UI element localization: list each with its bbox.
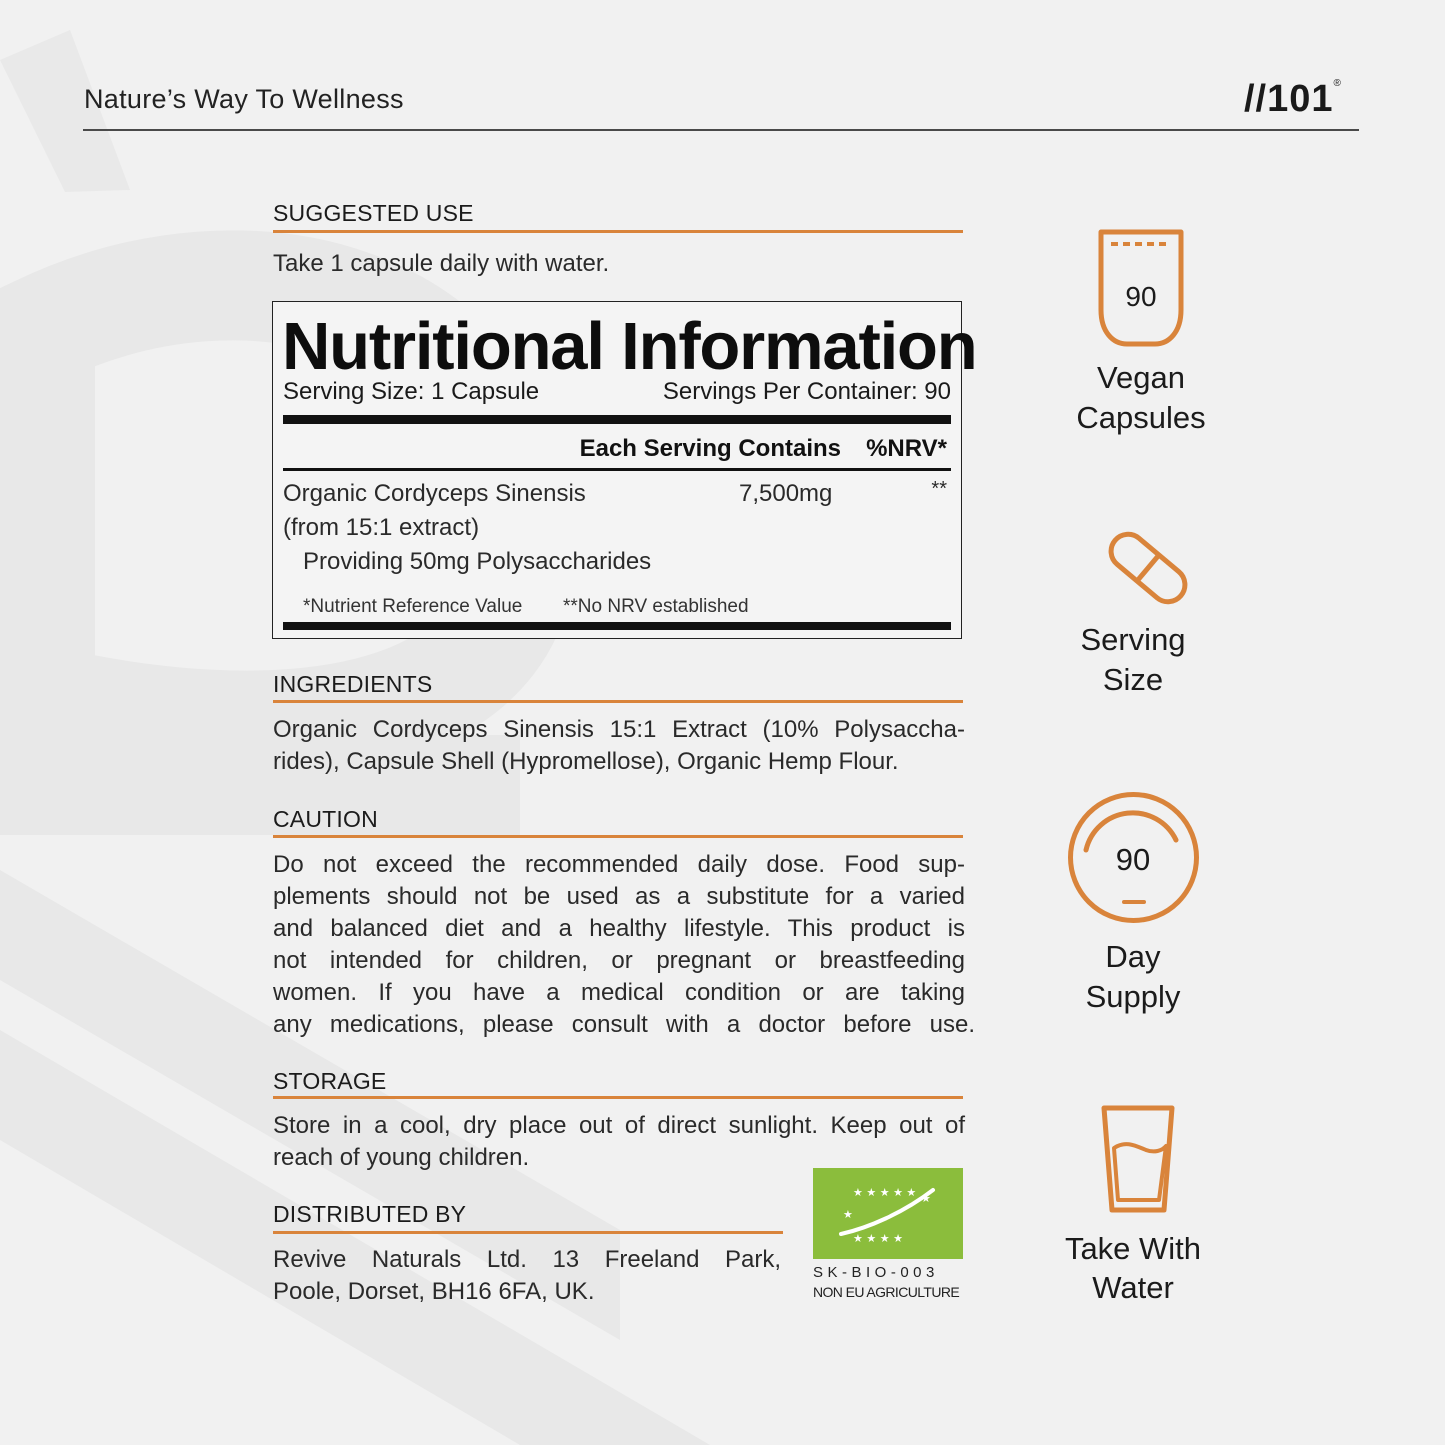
serving-size-line-2: Size	[1102, 662, 1164, 697]
suggested-use-rule	[273, 230, 963, 233]
no-nrv-footnote: **No NRV established	[563, 596, 749, 617]
storage-rule	[273, 1096, 963, 1099]
caution-line-6: any medications, please consult with a doctor before use.	[273, 1011, 975, 1038]
vegan-capsules-line-1: Vegan	[1097, 360, 1185, 395]
nrv-header: %NRV*	[866, 435, 947, 462]
distributed-line-2: Poole, Dorset, BH16 6FA, UK.	[273, 1278, 595, 1305]
take-with-water-line-2: Water	[1092, 1270, 1174, 1305]
storage-line-2: reach of young children.	[273, 1144, 530, 1171]
each-serving-header: Each Serving Contains	[579, 435, 841, 462]
certification-origin: NON EU AGRICULTURE	[813, 1284, 960, 1300]
nutrition-thin-bar	[283, 468, 951, 471]
svg-text:★ ★ ★ ★: ★ ★ ★ ★	[853, 1232, 903, 1245]
ingredient-subtext: (from 15:1 extract)	[283, 514, 480, 541]
ingredients-line-2: rides), Capsule Shell (Hypromellose), Organic Hemp Flour.	[273, 748, 899, 775]
nutrition-title: Nutritional Information	[282, 309, 977, 384]
brand-name: //101	[1244, 78, 1334, 120]
polysaccharides-row: Providing 50mg Polysaccharides	[303, 548, 652, 575]
serving-size: Serving Size: 1 Capsule	[283, 378, 540, 405]
caution-line-5: women. If you have a medical condition or are taking	[273, 979, 965, 1006]
ingredient-amount: 7,500mg	[739, 480, 833, 507]
ingredient-name: Organic Cordyceps Sinensis	[283, 480, 586, 507]
caution-title: CAUTION	[273, 806, 378, 832]
brand-logo	[1244, 78, 1342, 121]
storage-line-1: Store in a cool, dry place out of direct sunlight. Keep out of	[273, 1112, 965, 1139]
day-supply-line-1: Day	[1105, 939, 1161, 974]
distributed-title: DISTRIBUTED BY	[273, 1201, 467, 1227]
certification-code: SK-BIO-003	[813, 1264, 939, 1281]
svg-text:★: ★	[843, 1208, 853, 1221]
eu-organic-leaf-icon	[813, 1168, 963, 1259]
take-with-water-line-1: Take With	[1064, 1231, 1202, 1266]
dial-count: 90	[1115, 842, 1151, 877]
ingredient-nrv: **	[931, 478, 947, 500]
glass-icon	[1100, 1104, 1176, 1214]
caution-line-1: Do not exceed the recommended daily dose. Food sup-	[273, 851, 965, 878]
registered-mark: ®	[1333, 78, 1342, 89]
vegan-capsules-line-2: Capsules	[1076, 400, 1206, 435]
svg-text:★: ★	[921, 1192, 931, 1205]
caution-line-3: and balanced diet and a healthy lifestyle. This product is	[273, 915, 965, 942]
nutrition-bottom-bar	[283, 622, 951, 630]
nutrition-panel	[272, 301, 977, 639]
header-divider	[83, 129, 1359, 131]
caution-line-2: plements should not be used as a substitute for a varied	[273, 883, 965, 910]
pouch-count: 90	[1125, 281, 1157, 312]
nutrition-thick-bar	[283, 415, 951, 424]
ingredients-line-1: Organic Cordyceps Sinensis 15:1 Extract (10% Polysaccha-	[273, 716, 965, 743]
caution-line-4: not intended for children, or pregnant or breastfeeding	[273, 947, 965, 974]
distributed-rule	[273, 1231, 783, 1234]
svg-text:★ ★ ★ ★ ★: ★ ★ ★ ★ ★	[853, 1186, 917, 1199]
capsule-icon	[1103, 523, 1193, 613]
storage-title: STORAGE	[273, 1068, 387, 1094]
suggested-use-text: Take 1 capsule daily with water.	[273, 250, 610, 277]
serving-size-line-1: Serving	[1080, 622, 1186, 657]
ingredients-title: INGREDIENTS	[273, 671, 433, 697]
nrv-footnote: *Nutrient Reference Value	[303, 596, 523, 617]
header-tagline: Nature’s Way To Wellness	[84, 84, 404, 114]
caution-rule	[273, 835, 963, 838]
day-supply-line-2: Supply	[1085, 979, 1181, 1014]
distributed-line-1: Revive Naturals Ltd. 13 Freeland Park,	[273, 1246, 781, 1273]
ingredients-rule	[273, 700, 963, 703]
servings-per-container: Servings Per Container: 90	[662, 378, 951, 405]
suggested-use-title: SUGGESTED USE	[273, 200, 474, 226]
